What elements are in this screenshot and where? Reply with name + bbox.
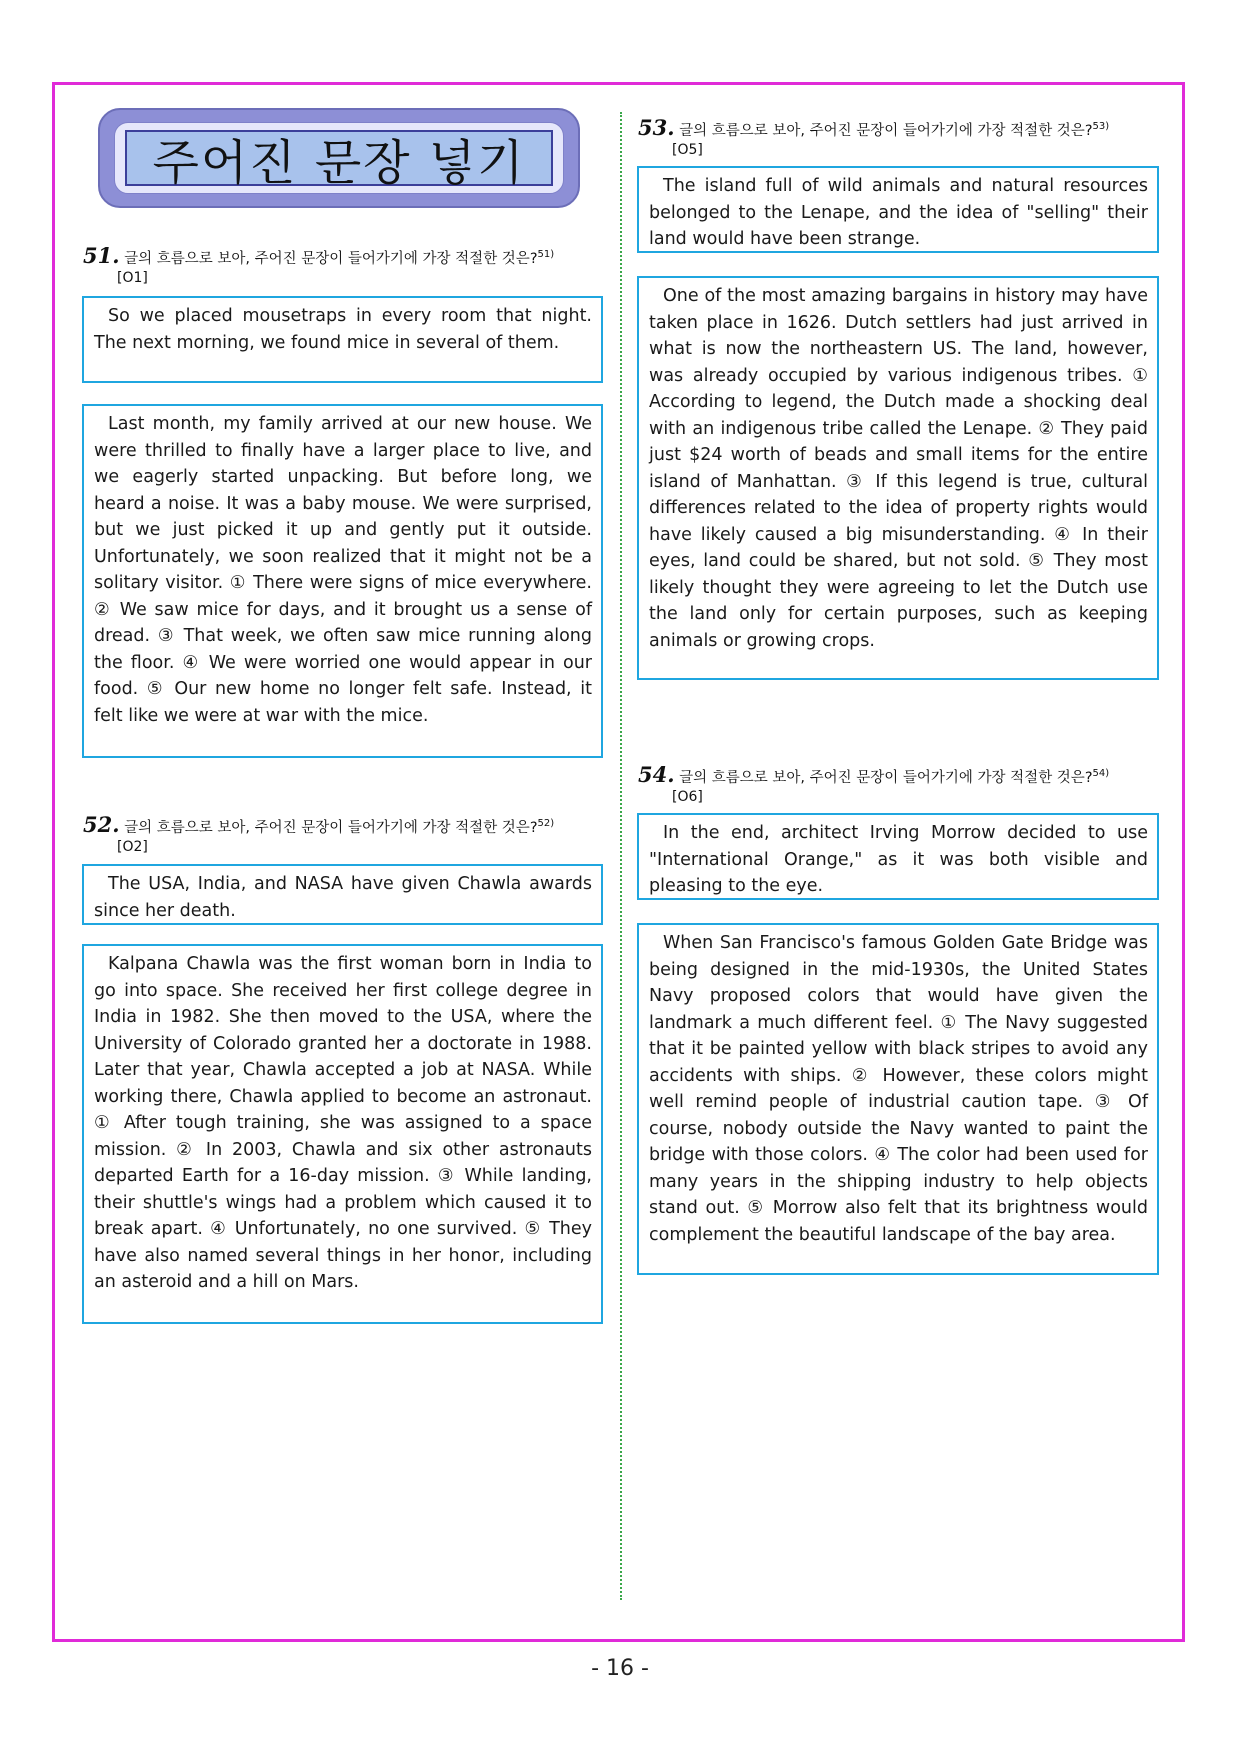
given-sentence-box: In the end, architect Irving Morrow decided to use "International Orange," as it was both visible and pleasing to the eye.	[637, 813, 1159, 900]
question-prompt: 글의 흐름으로 보아, 주어진 문장이 들어가기에 가장 적절한 것은?	[679, 123, 1093, 139]
question-52-header	[83, 812, 603, 857]
footnote-ref: 53)	[1092, 121, 1110, 132]
page-number: - 16 -	[591, 1656, 649, 1681]
question-code: [O2]	[117, 839, 148, 855]
question-number: 52.	[83, 812, 120, 837]
question-prompt: 글의 흐름으로 보아, 주어진 문장이 들어가기에 가장 적절한 것은?	[124, 251, 538, 267]
question-prompt: 글의 흐름으로 보아, 주어진 문장이 들어가기에 가장 적절한 것은?	[679, 770, 1093, 786]
question-code: [O6]	[672, 789, 703, 805]
question-51-header	[83, 243, 603, 288]
question-number: 54.	[638, 762, 675, 787]
passage-box: Kalpana Chawla was the first woman born in India to go into space. She received her first college degree in India in 1982. She then moved to the USA, where the University of Colorado granted her a doctorate in 1988. Later that year, Chawla accepted a job at NASA. While working there, Chawla applied to become an astronaut. ① After tough training, she was assigned to a space mission. ② In 2003, Chawla and six other astronauts departed Earth for a 16-day mission. ③ While landing, their shuttle's wings had a problem which caused it to break apart. ④ Unfortunately, no one survived. ⑤ They have also named several things in her honor, including an asteroid and a hill on Mars.	[82, 944, 603, 1324]
question-code: [O1]	[117, 270, 148, 286]
footnote-ref: 51)	[537, 249, 555, 260]
passage-box: When San Francisco's famous Golden Gate Bridge was being designed in the mid-1930s, the United States Navy proposed colors that would have given the landmark a much different feel. ① The Navy suggested that it be painted yellow with black stripes to avoid any accidents with ships. ② However, these colors might well remind people of industrial caution tape. ③ Of course, nobody outside the Navy wanted to paint the bridge with those colors. ④ The color had been used for many years in the shipping industry to help objects stand out. ⑤ Morrow also felt that its brightness would complement the beautiful landscape of the bay area.	[637, 923, 1159, 1275]
question-prompt: 글의 흐름으로 보아, 주어진 문장이 들어가기에 가장 적절한 것은?	[124, 820, 538, 836]
question-53-header	[638, 115, 1158, 160]
passage-box: One of the most amazing bargains in history may have taken place in 1626. Dutch settlers had just arrived in what is now the northeastern US. The land, however, was already occupied by various indigenous tribes. ① According to legend, the Dutch made a shocking deal with an indigenous tribe called the Lenape. ② They paid just $24 worth of beads and small items for the entire island of Manhattan. ③ If this legend is true, cultural differences related to the idea of property rights would have likely caused a big misunderstanding. ④ In their eyes, land could be shared, but not sold. ⑤ They most likely thought they were agreeing to let the Dutch use the land only for certain purposes, such as keeping animals or growing crops.	[637, 276, 1159, 680]
given-sentence-box: So we placed mousetraps in every room that night. The next morning, we found mice in several of them.	[82, 296, 603, 383]
given-sentence-box: The island full of wild animals and natural resources belonged to the Lenape, and the idea of "selling" their land would have been strange.	[637, 166, 1159, 253]
section-title: 주어진 문장 넣기	[125, 130, 553, 186]
passage-box: Last month, my family arrived at our new house. We were thrilled to finally have a larger place to live, and we eagerly started unpacking. But before long, we heard a noise. It was a baby mouse. We were surprised, but we just picked it up and gently put it outside. Unfortunately, we soon realized that it might not be a solitary visitor. ① There were signs of mice everywhere. ② We saw mice for days, and it brought us a sense of dread. ③ That week, we often saw mice running along the floor. ④ We were worried one would appear in our food. ⑤ Our new home no longer felt safe. Instead, it felt like we were at war with the mice.	[82, 404, 603, 758]
question-number: 51.	[83, 243, 120, 268]
footnote-ref: 54)	[1092, 768, 1110, 779]
question-number: 53.	[638, 115, 675, 140]
given-sentence-box: The USA, India, and NASA have given Chawla awards since her death.	[82, 864, 603, 925]
footnote-ref: 52)	[537, 818, 555, 829]
column-divider	[620, 112, 622, 1600]
question-54-header	[638, 762, 1158, 807]
question-code: [O5]	[672, 142, 703, 158]
section-title-banner	[98, 108, 580, 208]
